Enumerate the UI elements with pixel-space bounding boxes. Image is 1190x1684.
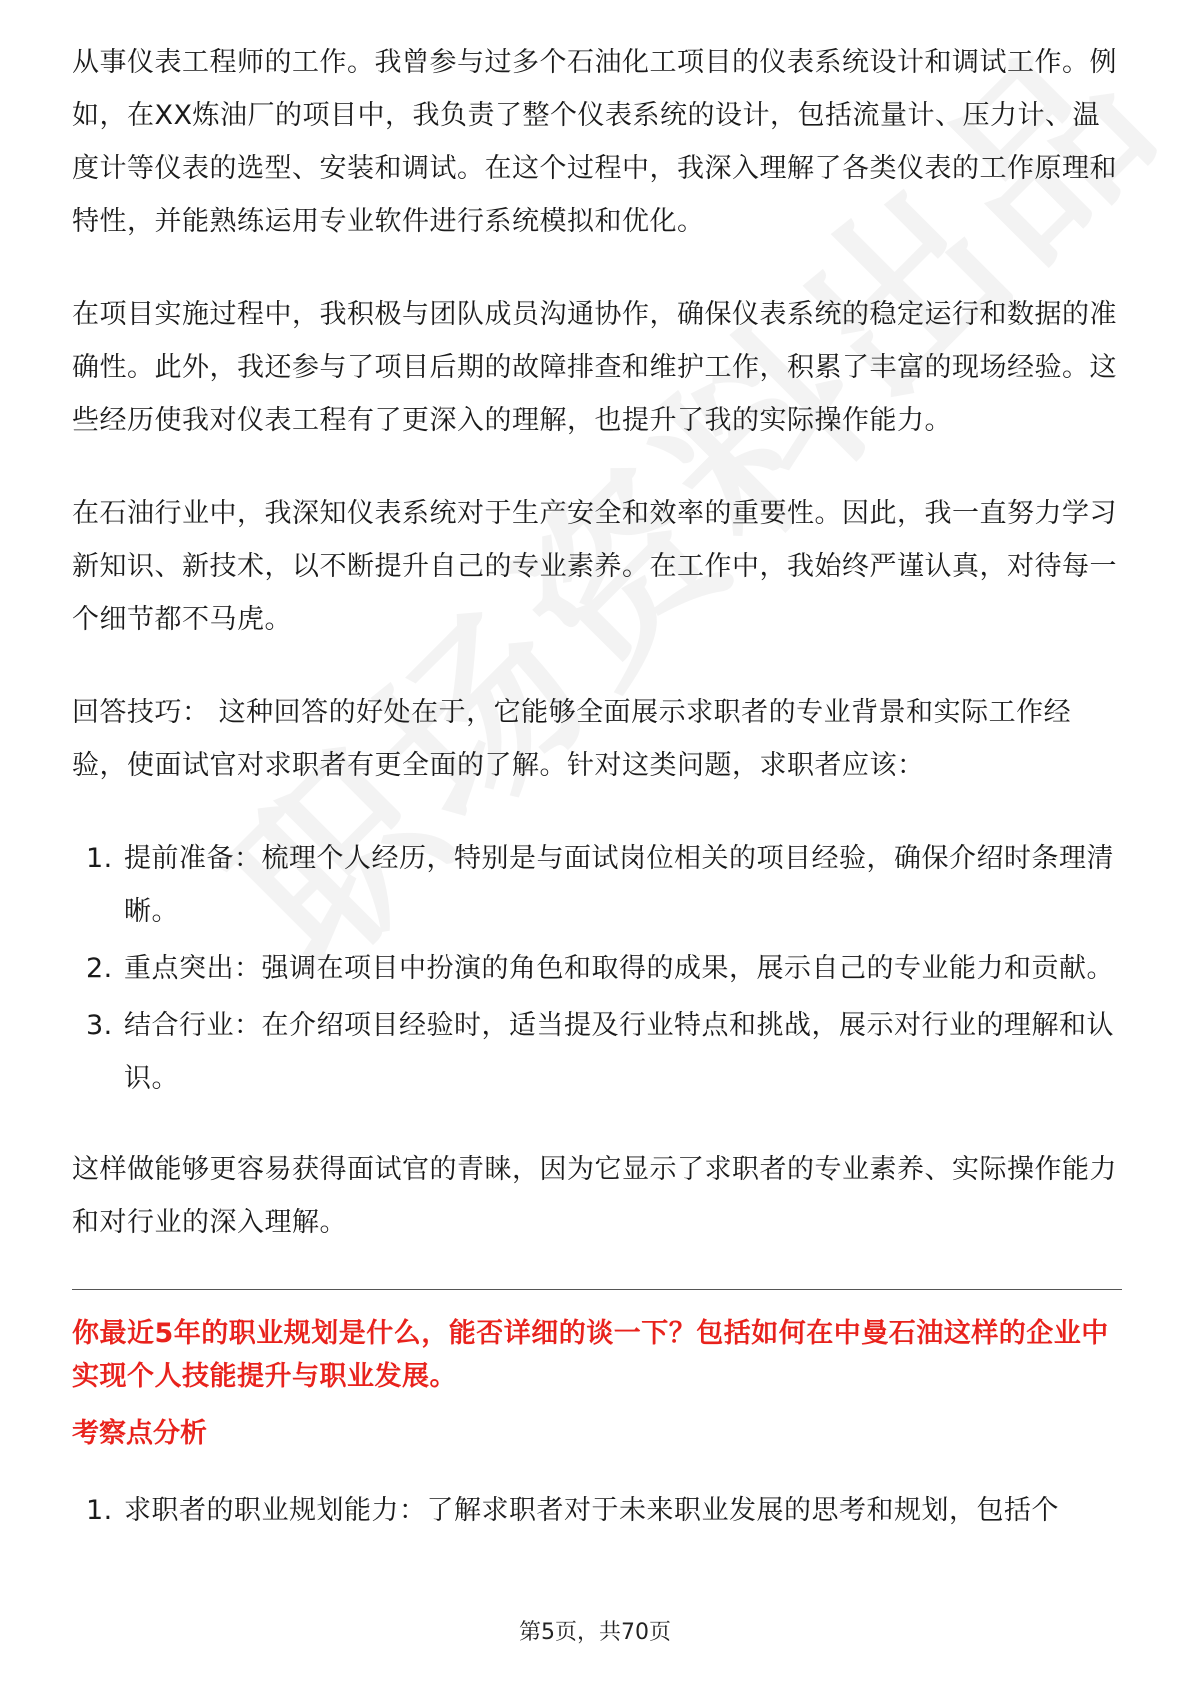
page-content	[72, 36, 1122, 1575]
paragraph: 在项目实施过程中，我积极与团队成员沟通协作，确保仪表系统的稳定运行和数据的准确性。此外，我还参与了项目后期的故障排查和维护工作，积累了丰富的现场经验。这些经历使我对仪表工程有了更深入的理解，也提升了我的实际操作能力。	[72, 299, 1117, 436]
list-number: 1.	[86, 843, 113, 874]
list-number: 1.	[86, 1495, 113, 1526]
tips-list	[72, 832, 1122, 1105]
paragraph: 从事仪表工程师的工作。我曾参与过多个石油化工项目的仪表系统设计和调试工作。例如，在XX炼油厂的项目中，我负责了整个仪表系统的设计，包括流量计、压力计、温度计等仪表的选型、安装和调试。在这个过程中，我深入理解了各类仪表的工作原理和特性，并能熟练运用专业软件进行系统模拟和优化。	[72, 47, 1117, 237]
list-item	[72, 832, 1122, 938]
interview-question: 你最近5年的职业规划是什么，能否详细的谈一下？包括如何在中曼石油这样的企业中实现个人技能提升与职业发展。	[72, 1318, 1109, 1392]
list-number: 3.	[86, 1010, 113, 1041]
section-divider	[72, 1289, 1122, 1290]
list-item-text: 提前准备：梳理个人经历，特别是与面试岗位相关的项目经验，确保介绍时条理清晰。	[124, 843, 1114, 927]
analysis-list	[72, 1484, 1122, 1537]
answer-tips-intro: 回答技巧： 这种回答的好处在于，它能够全面展示求职者的专业背景和实际工作经验，使面试官对求职者有更全面的了解。针对这类问题，求职者应该：	[72, 697, 1072, 781]
analysis-heading: 考察点分析	[72, 1418, 207, 1449]
list-item	[72, 942, 1122, 995]
closing-paragraph: 这样做能够更容易获得面试官的青睐，因为它显示了求职者的专业素养、实际操作能力和对行业的深入理解。	[72, 1154, 1117, 1238]
page-number: 第5页，共70页	[519, 1620, 671, 1645]
list-item	[72, 999, 1122, 1105]
list-item-text: 求职者的职业规划能力：了解求职者对于未来职业发展的思考和规划，包括个	[124, 1495, 1059, 1526]
list-item-text: 结合行业：在介绍项目经验时，适当提及行业特点和挑战，展示对行业的理解和认识。	[124, 1010, 1114, 1094]
list-item	[72, 1484, 1122, 1537]
paragraph: 在石油行业中，我深知仪表系统对于生产安全和效率的重要性。因此，我一直努力学习新知识、新技术，以不断提升自己的专业素养。在工作中，我始终严谨认真，对待每一个细节都不马虎。	[72, 498, 1117, 635]
list-number: 2.	[86, 953, 113, 984]
list-item-text: 重点突出：强调在项目中扮演的角色和取得的成果，展示自己的专业能力和贡献。	[124, 953, 1114, 984]
